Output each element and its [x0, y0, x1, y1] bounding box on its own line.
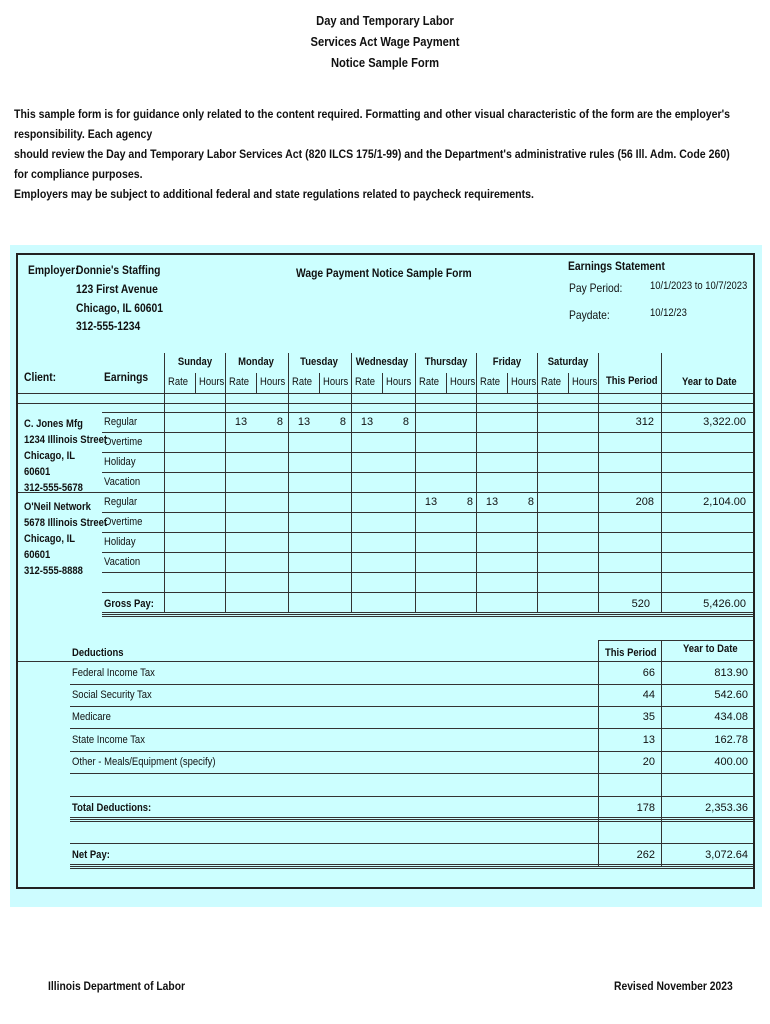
earnings-header: Earnings	[104, 370, 149, 384]
client-2-phone: 312-555-8888	[24, 565, 83, 577]
deduction-this-period: 35	[642, 711, 655, 723]
rule-deduction-row	[70, 684, 753, 685]
rule-ded-ytd-col	[661, 640, 662, 867]
rule-ytd-col	[661, 353, 662, 612]
total-deductions-ytd: 2,353.36	[705, 802, 748, 814]
rule-spacer	[18, 403, 753, 404]
rule-total-top	[70, 796, 753, 797]
employer-label: Employer:	[28, 263, 79, 277]
hours-fri: 8	[527, 496, 534, 508]
rule-rate-hours-sep	[507, 373, 508, 393]
intro-paragraph	[14, 104, 736, 204]
earnings-type-overtime: Overtime	[104, 436, 143, 448]
hours-header-wed: Hours	[386, 376, 412, 388]
rule-rate-hours-sep	[195, 373, 196, 393]
rule-row	[102, 572, 753, 573]
form-title: Wage Payment Notice Sample Form	[296, 266, 472, 280]
rule-total-bottom	[70, 817, 753, 818]
hours-wed: 8	[402, 416, 409, 428]
day-header-mon: Monday	[238, 356, 274, 368]
deduction-label: State Income Tax	[72, 734, 145, 746]
gross-pay-this-period: 520	[631, 598, 650, 610]
rule-row	[102, 592, 753, 593]
day-header-sat: Saturday	[547, 356, 589, 368]
rule-row	[102, 512, 753, 513]
rule-day-col	[351, 353, 352, 612]
paydate-value: 10/12/23	[650, 307, 687, 319]
gross-pay-label: Gross Pay:	[104, 598, 154, 610]
client-2-street: 5678 Illinois Street	[24, 517, 108, 529]
client-1-name: C. Jones Mfg	[24, 418, 83, 430]
rate-header-mon: Rate	[229, 376, 249, 388]
row-this-period: 208	[635, 496, 654, 508]
document-title	[0, 10, 770, 73]
deduction-this-period: 66	[642, 667, 655, 679]
rule-deduction-row	[70, 728, 753, 729]
rule-rate-hours-sep	[256, 373, 257, 393]
rule-deduction-row	[70, 706, 753, 707]
deduction-this-period: 20	[642, 756, 655, 768]
wage-payment-form	[16, 253, 755, 889]
footer-department: Illinois Department of Labor	[48, 979, 186, 993]
earnings-type-overtime: Overtime	[104, 516, 143, 528]
earnings-type-regular: Regular	[104, 496, 138, 508]
rule-rate-hours-sep	[382, 373, 383, 393]
hours-header-mon: Hours	[260, 376, 286, 388]
title-line-3: Notice Sample Form	[330, 55, 440, 70]
rate-wed: 13	[360, 416, 374, 428]
rule-day-col	[415, 353, 416, 612]
deduction-this-period: 44	[642, 689, 655, 701]
rule-rate-hours-sep	[319, 373, 320, 393]
client-2-city: Chicago, IL	[24, 533, 75, 545]
pay-period-label: Pay Period:	[569, 281, 623, 295]
deductions-title: Deductions	[72, 647, 124, 659]
rule-deduction-row	[70, 773, 753, 774]
net-pay-this-period: 262	[636, 849, 655, 861]
earnings-type-vacation: Vacation	[104, 476, 141, 488]
intro-line-3: Employers may be subject to additional federal and state regulations related to paycheck requirements.	[14, 187, 534, 201]
day-header-wed: Wednesday	[355, 356, 409, 368]
client-1-zip: 60601	[24, 466, 51, 478]
deduction-label: Medicare	[72, 711, 111, 723]
deduction-ytd: 542.60	[714, 689, 748, 701]
rate-thu: 13	[424, 496, 438, 508]
earnings-type-holiday: Holiday	[104, 536, 136, 548]
hours-header-fri: Hours	[511, 376, 537, 388]
employer-phone: 312-555-1234	[76, 319, 141, 333]
deduction-ytd: 162.78	[714, 734, 748, 746]
rule-day-col	[537, 353, 538, 612]
rule-net-bottom	[70, 864, 753, 865]
client-1-street: 1234 Illinois Street	[24, 434, 108, 446]
ytd-header: Year to Date	[682, 376, 737, 388]
rule-day-col	[288, 353, 289, 612]
day-header-fri: Friday	[492, 356, 522, 368]
rate-header-fri: Rate	[480, 376, 500, 388]
earnings-type-regular: Regular	[104, 416, 138, 428]
this-period-header: This Period	[606, 375, 658, 387]
rule-day-col	[225, 353, 226, 612]
rate-header-thu: Rate	[419, 376, 439, 388]
rule-deductions-top	[18, 661, 753, 662]
row-this-period: 312	[635, 416, 654, 428]
gross-pay-ytd: 5,426.00	[703, 598, 746, 610]
deduction-label: Other - Meals/Equipment (specify)	[72, 756, 216, 768]
pay-period-value: 10/1/2023 to 10/7/2023	[650, 280, 748, 292]
rule-row	[102, 552, 753, 553]
net-pay-label: Net Pay:	[72, 849, 110, 861]
rule-this-period-col	[598, 353, 599, 612]
rate-mon: 13	[234, 416, 248, 428]
deductions-this-period-header: This Period	[605, 647, 657, 659]
rate-fri: 13	[485, 496, 499, 508]
rule-net-top	[70, 843, 753, 844]
rule-row	[102, 532, 753, 533]
hours-header-sun: Hours	[199, 376, 225, 388]
rule-rate-hours-sep	[568, 373, 569, 393]
footer-revised: Revised November 2023	[614, 979, 733, 993]
client-1-city: Chicago, IL	[24, 450, 75, 462]
rate-header-sat: Rate	[541, 376, 561, 388]
title-line-1: Day and Temporary Labor	[316, 13, 454, 28]
rule-day-col	[476, 353, 477, 612]
deductions-ytd-header: Year to Date	[683, 643, 738, 655]
rule-rate-hours-sep	[446, 373, 447, 393]
deduction-this-period: 13	[642, 734, 655, 746]
client-header: Client:	[24, 370, 57, 384]
deduction-ytd: 434.08	[714, 711, 748, 723]
row-ytd: 2,104.00	[703, 496, 746, 508]
title-line-2: Services Act Wage Payment	[310, 34, 460, 49]
earnings-type-holiday: Holiday	[104, 456, 136, 468]
hours-header-sat: Hours	[572, 376, 598, 388]
rule-gross-double	[102, 614, 753, 617]
rule-day-col	[164, 353, 165, 612]
rule-total-double	[70, 819, 753, 822]
hours-header-thu: Hours	[450, 376, 476, 388]
day-header-thu: Thursday	[424, 356, 468, 368]
hours-thu: 8	[466, 496, 473, 508]
rule-gross-bottom	[102, 612, 753, 613]
paydate-label: Paydate:	[569, 308, 610, 322]
deduction-ytd: 813.90	[714, 667, 748, 679]
rate-header-sun: Rate	[168, 376, 188, 388]
client-2-zip: 60601	[24, 549, 51, 561]
intro-line-1: This sample form is for guidance only related to the content required. Formatting and other visual characteristic of the form are the employer's responsibility. Each agency	[14, 107, 731, 141]
intro-line-2: should review the Day and Temporary Labor Services Act (820 ILCS 175/1-99) and the Department's administrative rules (56 Ill. Adm. Code 260) for compliance purposes.	[14, 147, 730, 181]
hours-header-tue: Hours	[323, 376, 349, 388]
rule-header-bottom	[18, 393, 753, 394]
total-deductions-this-period: 178	[636, 802, 655, 814]
rule-row	[102, 432, 753, 433]
day-header-tue: Tuesday	[300, 356, 338, 368]
net-pay-ytd: 3,072.64	[705, 849, 748, 861]
rule-net-double	[70, 866, 753, 869]
hours-tue: 8	[339, 416, 346, 428]
rule-row	[102, 472, 753, 473]
employer-name: Donnie's Staffing	[76, 263, 161, 277]
rule-deduction-row	[70, 751, 753, 752]
client-1-phone: 312-555-5678	[24, 482, 83, 494]
employer-city: Chicago, IL 60601	[76, 301, 163, 315]
rule-row	[18, 492, 753, 493]
rate-header-tue: Rate	[292, 376, 312, 388]
earnings-type-vacation: Vacation	[104, 556, 141, 568]
total-deductions-label: Total Deductions:	[72, 802, 152, 814]
deduction-ytd: 400.00	[714, 756, 748, 768]
day-header-sun: Sunday	[177, 356, 213, 368]
row-ytd: 3,322.00	[703, 416, 746, 428]
rule-ded-header-top	[598, 640, 753, 641]
client-2-name: O'Neil Network	[24, 501, 91, 513]
hours-mon: 8	[276, 416, 283, 428]
earnings-statement-title: Earnings Statement	[568, 259, 665, 273]
employer-street: 123 First Avenue	[76, 282, 158, 296]
deduction-label: Social Security Tax	[72, 689, 152, 701]
rate-tue: 13	[297, 416, 311, 428]
rule-ded-this-period-col	[598, 640, 599, 867]
rule-row	[102, 412, 753, 413]
rule-row	[102, 452, 753, 453]
rate-header-wed: Rate	[355, 376, 375, 388]
deduction-label: Federal Income Tax	[72, 667, 155, 679]
